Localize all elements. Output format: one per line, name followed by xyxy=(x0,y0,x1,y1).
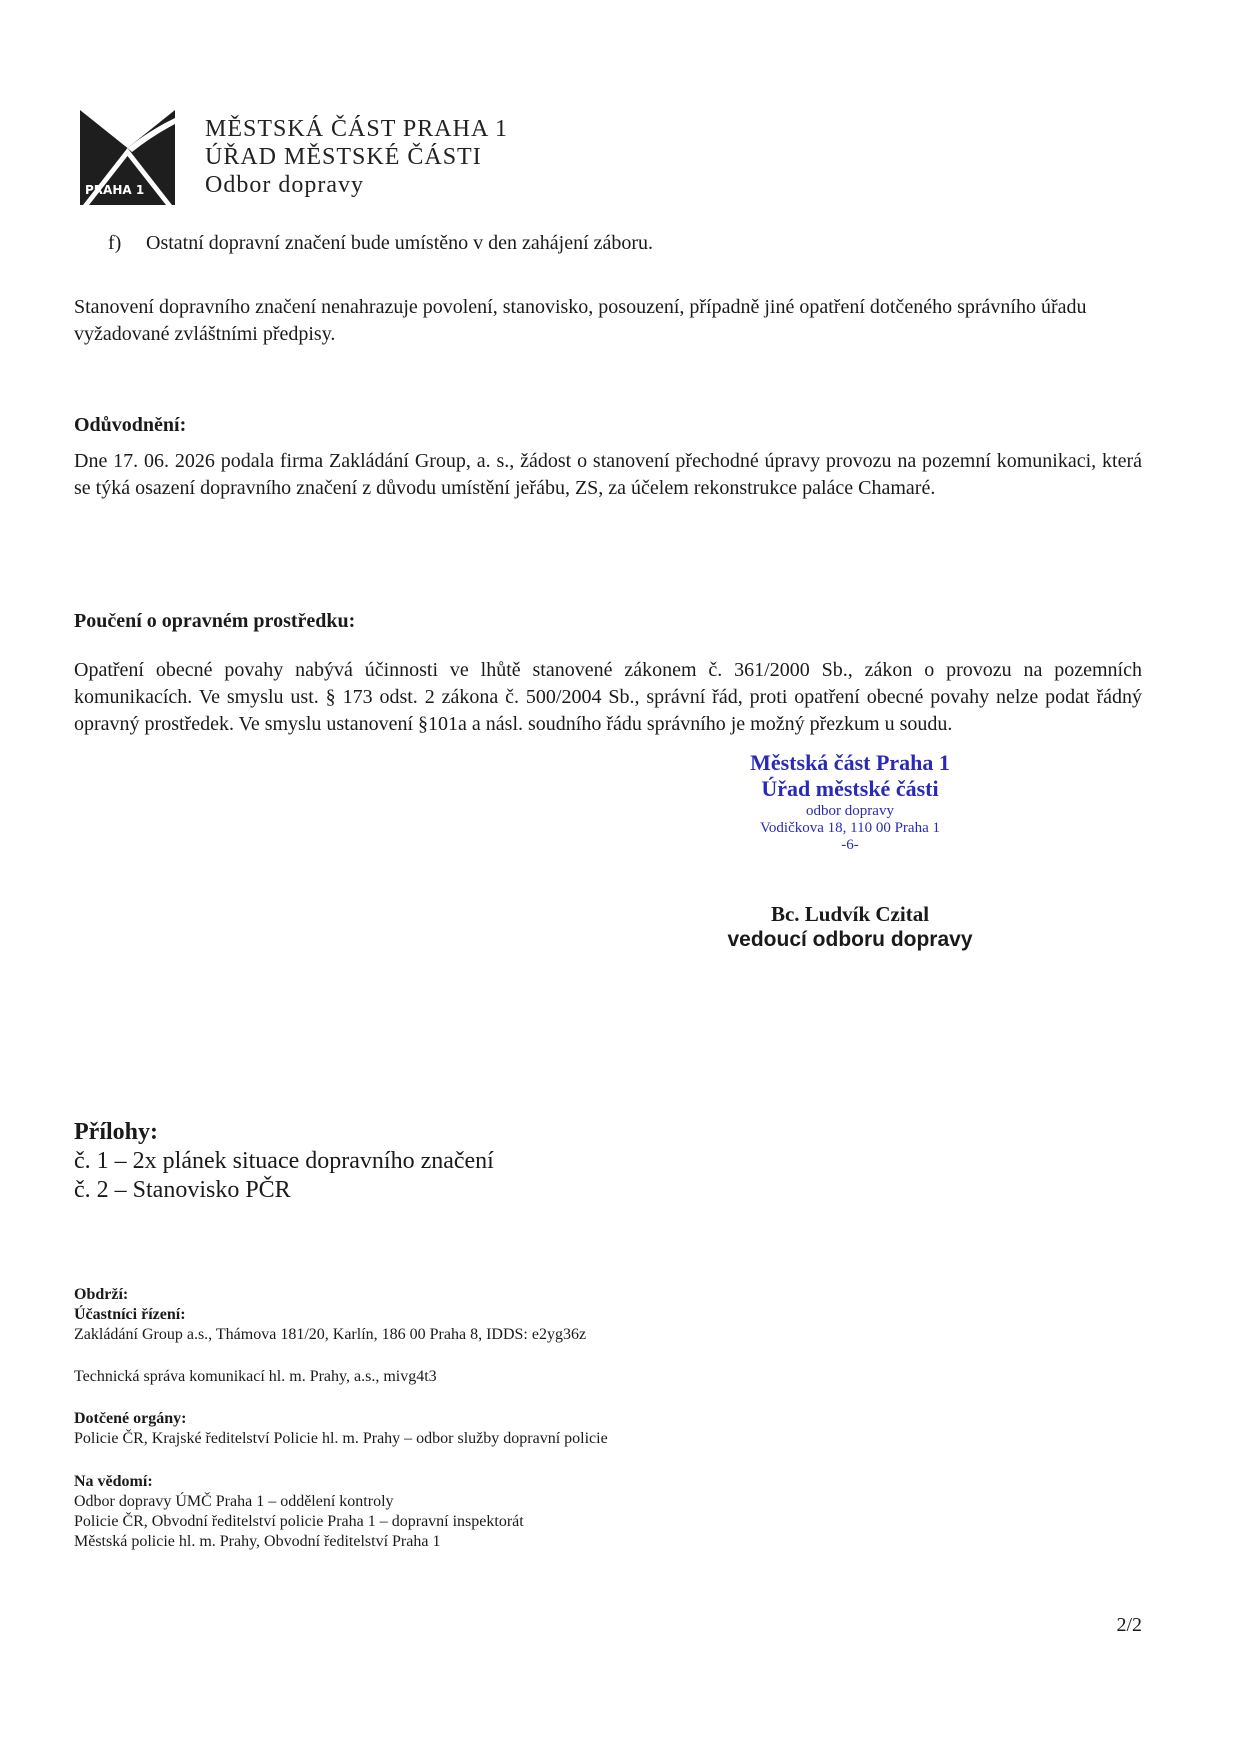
signatory-title: vedoucí odboru dopravy xyxy=(727,928,973,951)
stamp-line-3: odbor dopravy xyxy=(806,803,894,819)
info-item: Odbor dopravy ÚMČ Praha 1 – oddělení kontroly xyxy=(74,1493,394,1510)
attachment-item: č. 1 – 2x plánek situace dopravního značení xyxy=(74,1148,494,1174)
participant-item: Technická správa komunikací hl. m. Prahy, a.s., mivg4t3 xyxy=(74,1368,437,1385)
recipients-heading: Obdrží: xyxy=(74,1286,129,1303)
header-line-1: MĚSTSKÁ ČÁST PRAHA 1 xyxy=(205,116,508,142)
info-item: Policie ČR, Obvodní ředitelství policie Praha 1 – dopravní inspektorát xyxy=(74,1513,524,1530)
header-line-3: Odbor dopravy xyxy=(205,172,364,198)
authority-item: Policie ČR, Krajské ředitelství Policie hl. m. Prahy – odbor služby dopravní policie xyxy=(74,1430,608,1447)
stamp-line-5: -6- xyxy=(841,837,859,853)
remedy-paragraph: Opatření obecné povahy nabývá účinnosti ve lhůtě stanovené zákonem č. 361/2000 Sb., zákon o provozu na pozemních komunikacích. Ve smyslu ust. § 173 odst. 2 zákona č. 500/2004 Sb., správní řád, proti opatření obecné povahy nelze podat řádný opravný prostředek. Ve smyslu ustanovení §101a a násl. soudního řádu správního je možný přezkum u soudu. xyxy=(74,659,1142,735)
participant-item: Zakládání Group a.s., Thámova 181/20, Karlín, 186 00 Praha 8, IDDS: e2yg36z xyxy=(74,1326,587,1343)
praha1-logo xyxy=(80,110,175,205)
justification-heading: Odůvodnění: xyxy=(74,414,187,436)
logo-text: PRAHA 1 xyxy=(85,183,145,197)
item-f-marker: f) xyxy=(108,232,122,254)
stamp-line-4: Vodičkova 18, 110 00 Praha 1 xyxy=(760,820,940,836)
header-line-2: ÚŘAD MĚSTSKÉ ČÁSTI xyxy=(205,144,482,170)
stamp-line-1: Městská část Praha 1 xyxy=(750,750,950,775)
info-heading: Na vědomí: xyxy=(74,1473,153,1490)
info-item: Městská policie hl. m. Prahy, Obvodní ředitelství Praha 1 xyxy=(74,1533,441,1550)
stamp-line-2: Úřad městské části xyxy=(761,776,939,801)
justification-paragraph: Dne 17. 06. 2026 podala firma Zakládání Group, a. s., žádost o stanovení přechodné úpravy provozu na pozemní komunikaci, která se týká osazení dopravního značení z důvodu umístění jeřábu, ZS, za účelem rekonstrukce paláce Chamaré. xyxy=(74,450,1142,499)
page-number: 2/2 xyxy=(1116,1614,1142,1636)
attachments-heading: Přílohy: xyxy=(74,1119,158,1145)
authorities-heading: Dotčené orgány: xyxy=(74,1410,187,1427)
disclaimer-paragraph: Stanovení dopravního značení nenahrazuje povolení, stanovisko, posouzení, případně jiné opatření dotčeného správního úřadu vyžadované zvláštními předpisy. xyxy=(74,296,1087,345)
signatory-name: Bc. Ludvík Czital xyxy=(770,902,930,926)
attachment-item: č. 2 – Stanovisko PČR xyxy=(74,1177,291,1203)
participants-heading: Účastníci řízení: xyxy=(74,1306,186,1323)
remedy-heading: Poučení o opravném prostředku: xyxy=(74,610,356,632)
item-f-text: Ostatní dopravní značení bude umístěno v den zahájení záboru. xyxy=(146,232,654,254)
praha1-logo-graphic xyxy=(80,110,175,205)
